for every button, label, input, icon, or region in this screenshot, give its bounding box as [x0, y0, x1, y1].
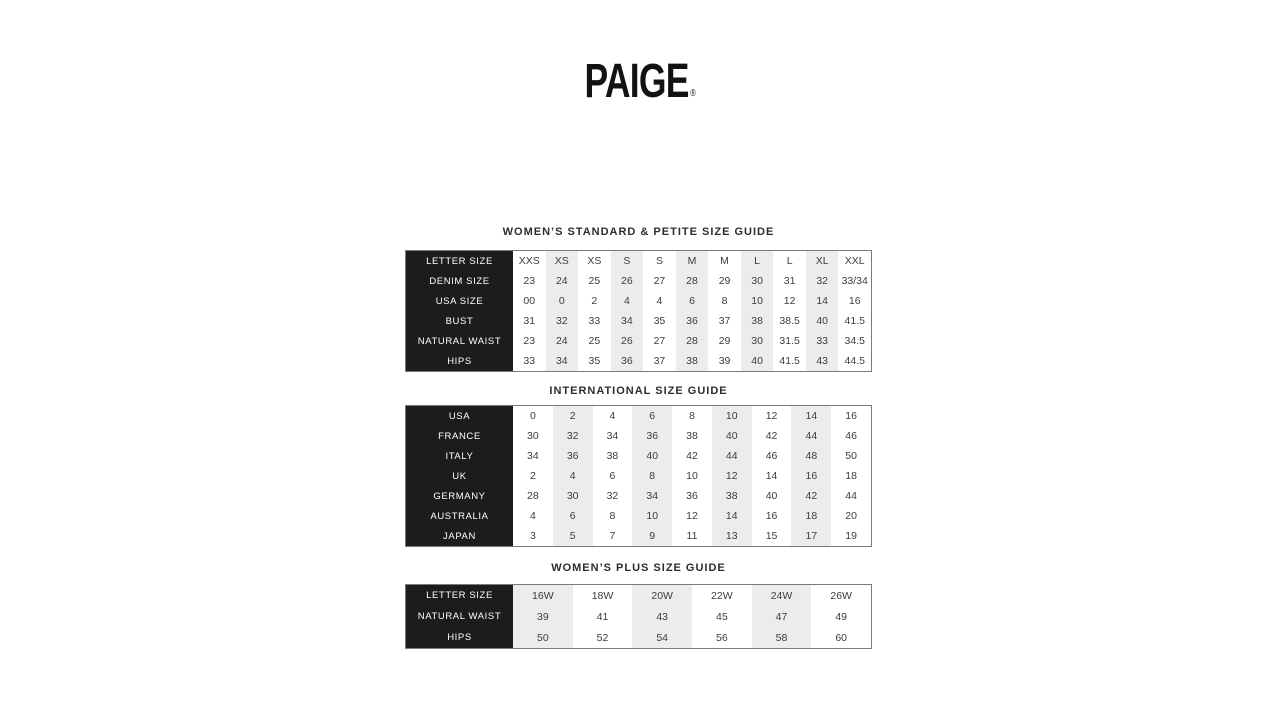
size-cell: 33/34 [841, 275, 868, 287]
size-cell: 11 [686, 530, 698, 542]
registered-trademark-symbol: ® [690, 88, 696, 99]
row-label: GERMANY [433, 490, 486, 502]
international-guide-title: INTERNATIONAL SIZE GUIDE [549, 385, 728, 397]
size-cell: 38.5 [779, 315, 800, 327]
size-cell: 12 [765, 410, 778, 422]
size-cell: 10 [712, 406, 752, 426]
size-cell: 14 [765, 470, 778, 482]
size-cell: 4 [553, 466, 593, 486]
size-cell: 35 [588, 355, 601, 367]
size-values-grid [513, 585, 871, 648]
size-cell: 4 [656, 295, 663, 307]
size-cell: 22W [711, 589, 733, 602]
size-cell: 46 [845, 430, 857, 442]
size-cell: 29 [718, 335, 731, 347]
size-cell: 34 [632, 486, 672, 506]
size-cell: 44.5 [844, 355, 865, 367]
size-cell: 37 [653, 355, 666, 367]
size-cell: 5 [553, 526, 593, 546]
size-cell: XXS [518, 255, 540, 267]
row-label: NATURAL WAIST [417, 335, 502, 347]
size-cell: 15 [765, 530, 778, 542]
size-cell: 40 [712, 426, 752, 446]
plus-guide-title: WOMEN’S PLUS SIZE GUIDE [551, 562, 726, 574]
size-cell: 18W [591, 589, 614, 602]
size-cell: 18 [791, 506, 831, 526]
row-label: BUST [445, 315, 474, 327]
size-cell: 4 [611, 291, 644, 311]
size-cell: 20W [632, 585, 692, 606]
size-cell: 26 [611, 271, 644, 291]
size-cell: M [720, 255, 729, 267]
size-cell: 41.5 [844, 315, 865, 327]
size-cell: 48 [791, 446, 831, 466]
size-cell: 16 [845, 410, 857, 422]
row-label: UK [452, 470, 467, 482]
size-cell: 41 [596, 610, 609, 623]
size-cell: 45 [715, 610, 728, 623]
size-cell: 14 [806, 291, 839, 311]
size-cell: 35 [653, 315, 666, 327]
size-cell: 18 [845, 470, 857, 482]
size-cell: 46 [765, 450, 778, 462]
size-cell: 3 [529, 530, 536, 542]
size-cell: 25 [588, 335, 601, 347]
size-cell: 54 [632, 627, 692, 648]
size-cell: 40 [632, 446, 672, 466]
size-cell: 0 [546, 291, 579, 311]
size-cell: 43 [632, 606, 692, 627]
size-cell: 43 [806, 351, 839, 371]
size-cell: 24 [546, 331, 579, 351]
size-cell: 42 [686, 450, 698, 462]
size-cell: 42 [765, 430, 778, 442]
size-cell: 6 [609, 470, 616, 482]
size-cell: 2 [591, 295, 598, 307]
size-cell: 2 [529, 470, 536, 482]
size-cell: 29 [718, 275, 731, 287]
size-cell: 00 [523, 295, 536, 307]
size-cell: 39 [718, 355, 731, 367]
size-cell: 17 [791, 526, 831, 546]
size-cell: 38 [606, 450, 619, 462]
size-cell: 34.5 [844, 335, 865, 347]
size-guide-content [405, 225, 872, 649]
size-cell: 40 [765, 490, 778, 502]
size-values-grid [513, 251, 871, 371]
size-cell: 14 [791, 406, 831, 426]
size-cell: 30 [527, 430, 539, 442]
size-cell: 12 [686, 510, 698, 522]
size-cell: 10 [632, 506, 672, 526]
size-cell: 50 [513, 627, 573, 648]
size-cell: 30 [553, 486, 593, 506]
size-cell: 27 [653, 275, 666, 287]
size-values-grid [513, 406, 871, 546]
size-cell: 38 [676, 351, 709, 371]
size-cell: 26W [830, 589, 852, 602]
row-label: NATURAL WAIST [417, 611, 502, 622]
size-cell: 36 [553, 446, 593, 466]
size-cell: 16W [513, 585, 573, 606]
size-cell: 10 [686, 470, 698, 482]
size-cell: 8 [721, 295, 728, 307]
size-cell: 9 [632, 526, 672, 546]
row-label-column [406, 251, 513, 371]
row-label: JAPAN [443, 530, 476, 542]
size-cell: 30 [741, 331, 774, 351]
size-cell: 24W [752, 585, 812, 606]
size-cell: 23 [523, 275, 536, 287]
size-cell: XL [806, 251, 839, 271]
row-label: HIPS [447, 355, 472, 367]
size-cell: 47 [752, 606, 812, 627]
size-cell: 14 [712, 506, 752, 526]
size-cell: 10 [741, 291, 774, 311]
size-cell: 12 [712, 466, 752, 486]
size-cell: 34 [606, 430, 619, 442]
international-size-table [405, 405, 872, 547]
size-cell: 13 [712, 526, 752, 546]
size-cell: 8 [632, 466, 672, 486]
standard-petite-guide-title: WOMEN’S STANDARD & PETITE SIZE GUIDE [502, 226, 775, 238]
size-cell: 4 [529, 510, 536, 522]
size-cell: 28 [676, 271, 709, 291]
size-cell: S [611, 251, 644, 271]
size-cell: 36 [632, 426, 672, 446]
size-cell: 32 [553, 426, 593, 446]
size-cell: 12 [783, 295, 796, 307]
size-cell: 28 [676, 331, 709, 351]
size-cell: 16 [848, 295, 861, 307]
size-cell: 31 [523, 315, 536, 327]
size-cell: 36 [611, 351, 644, 371]
size-cell: 56 [715, 631, 728, 644]
row-label-column [406, 406, 513, 546]
row-label: AUSTRALIA [430, 510, 489, 522]
size-cell: 27 [653, 335, 666, 347]
plus-size-table [405, 584, 872, 649]
brand-header [0, 55, 1280, 119]
size-cell: 60 [835, 631, 847, 644]
size-cell: 38 [712, 486, 752, 506]
row-label-column [406, 585, 513, 648]
size-cell: 58 [752, 627, 812, 648]
size-cell: 25 [588, 275, 601, 287]
size-cell: 32 [546, 311, 579, 331]
size-cell: 28 [527, 490, 539, 502]
paige-logo [584, 55, 696, 119]
row-label: LETTER SIZE [426, 255, 493, 267]
size-cell: 38 [686, 430, 698, 442]
size-cell: 44 [845, 490, 857, 502]
row-label: DENIM SIZE [429, 275, 490, 287]
size-cell: 42 [791, 486, 831, 506]
size-cell: 31 [783, 275, 796, 287]
size-cell: 32 [806, 271, 839, 291]
size-cell: 49 [835, 610, 847, 623]
paige-logo-text: PAIGE [584, 55, 689, 108]
size-cell: XS [587, 255, 602, 267]
size-cell: 34 [527, 450, 539, 462]
size-cell: 36 [686, 490, 698, 502]
size-cell: 39 [513, 606, 573, 627]
row-label: FRANCE [438, 430, 481, 442]
size-cell: 34 [611, 311, 644, 331]
size-cell: 8 [689, 410, 695, 422]
size-cell: XS [546, 251, 579, 271]
size-cell: 31.5 [779, 335, 800, 347]
size-cell: 36 [676, 311, 709, 331]
size-cell: 41.5 [779, 355, 800, 367]
standard-petite-size-table [405, 250, 872, 372]
size-cell: 50 [845, 450, 857, 462]
size-cell: 16 [765, 510, 778, 522]
size-cell: 7 [609, 530, 616, 542]
size-cell: 20 [845, 510, 857, 522]
row-label: USA SIZE [435, 295, 484, 307]
size-cell: S [655, 255, 663, 267]
size-cell: 16 [791, 466, 831, 486]
size-cell: XXL [844, 255, 865, 267]
size-cell: 8 [609, 510, 616, 522]
size-cell: 40 [741, 351, 774, 371]
size-cell: 4 [609, 410, 616, 422]
size-cell: L [741, 251, 774, 271]
size-cell: 32 [606, 490, 619, 502]
size-cell: 33 [588, 315, 601, 327]
size-cell: 6 [632, 406, 672, 426]
row-label: HIPS [447, 632, 472, 643]
size-cell: 24 [546, 271, 579, 291]
size-cell: M [676, 251, 709, 271]
size-cell: 38 [741, 311, 774, 331]
row-label: LETTER SIZE [426, 590, 493, 601]
size-cell: L [786, 255, 793, 267]
size-cell: 30 [741, 271, 774, 291]
size-cell: 44 [791, 426, 831, 446]
size-cell: 0 [529, 410, 536, 422]
size-cell: 40 [806, 311, 839, 331]
size-cell: 33 [806, 331, 839, 351]
size-cell: 26 [611, 331, 644, 351]
size-cell: 33 [523, 355, 536, 367]
size-cell: 2 [553, 406, 593, 426]
size-cell: 52 [596, 631, 609, 644]
size-cell: 23 [523, 335, 536, 347]
size-cell: 6 [553, 506, 593, 526]
size-cell: 19 [845, 530, 857, 542]
size-cell: 34 [546, 351, 579, 371]
size-cell: 6 [676, 291, 709, 311]
size-cell: 44 [712, 446, 752, 466]
row-label: ITALY [445, 450, 474, 462]
size-cell: 37 [718, 315, 731, 327]
row-label: USA [448, 410, 471, 422]
